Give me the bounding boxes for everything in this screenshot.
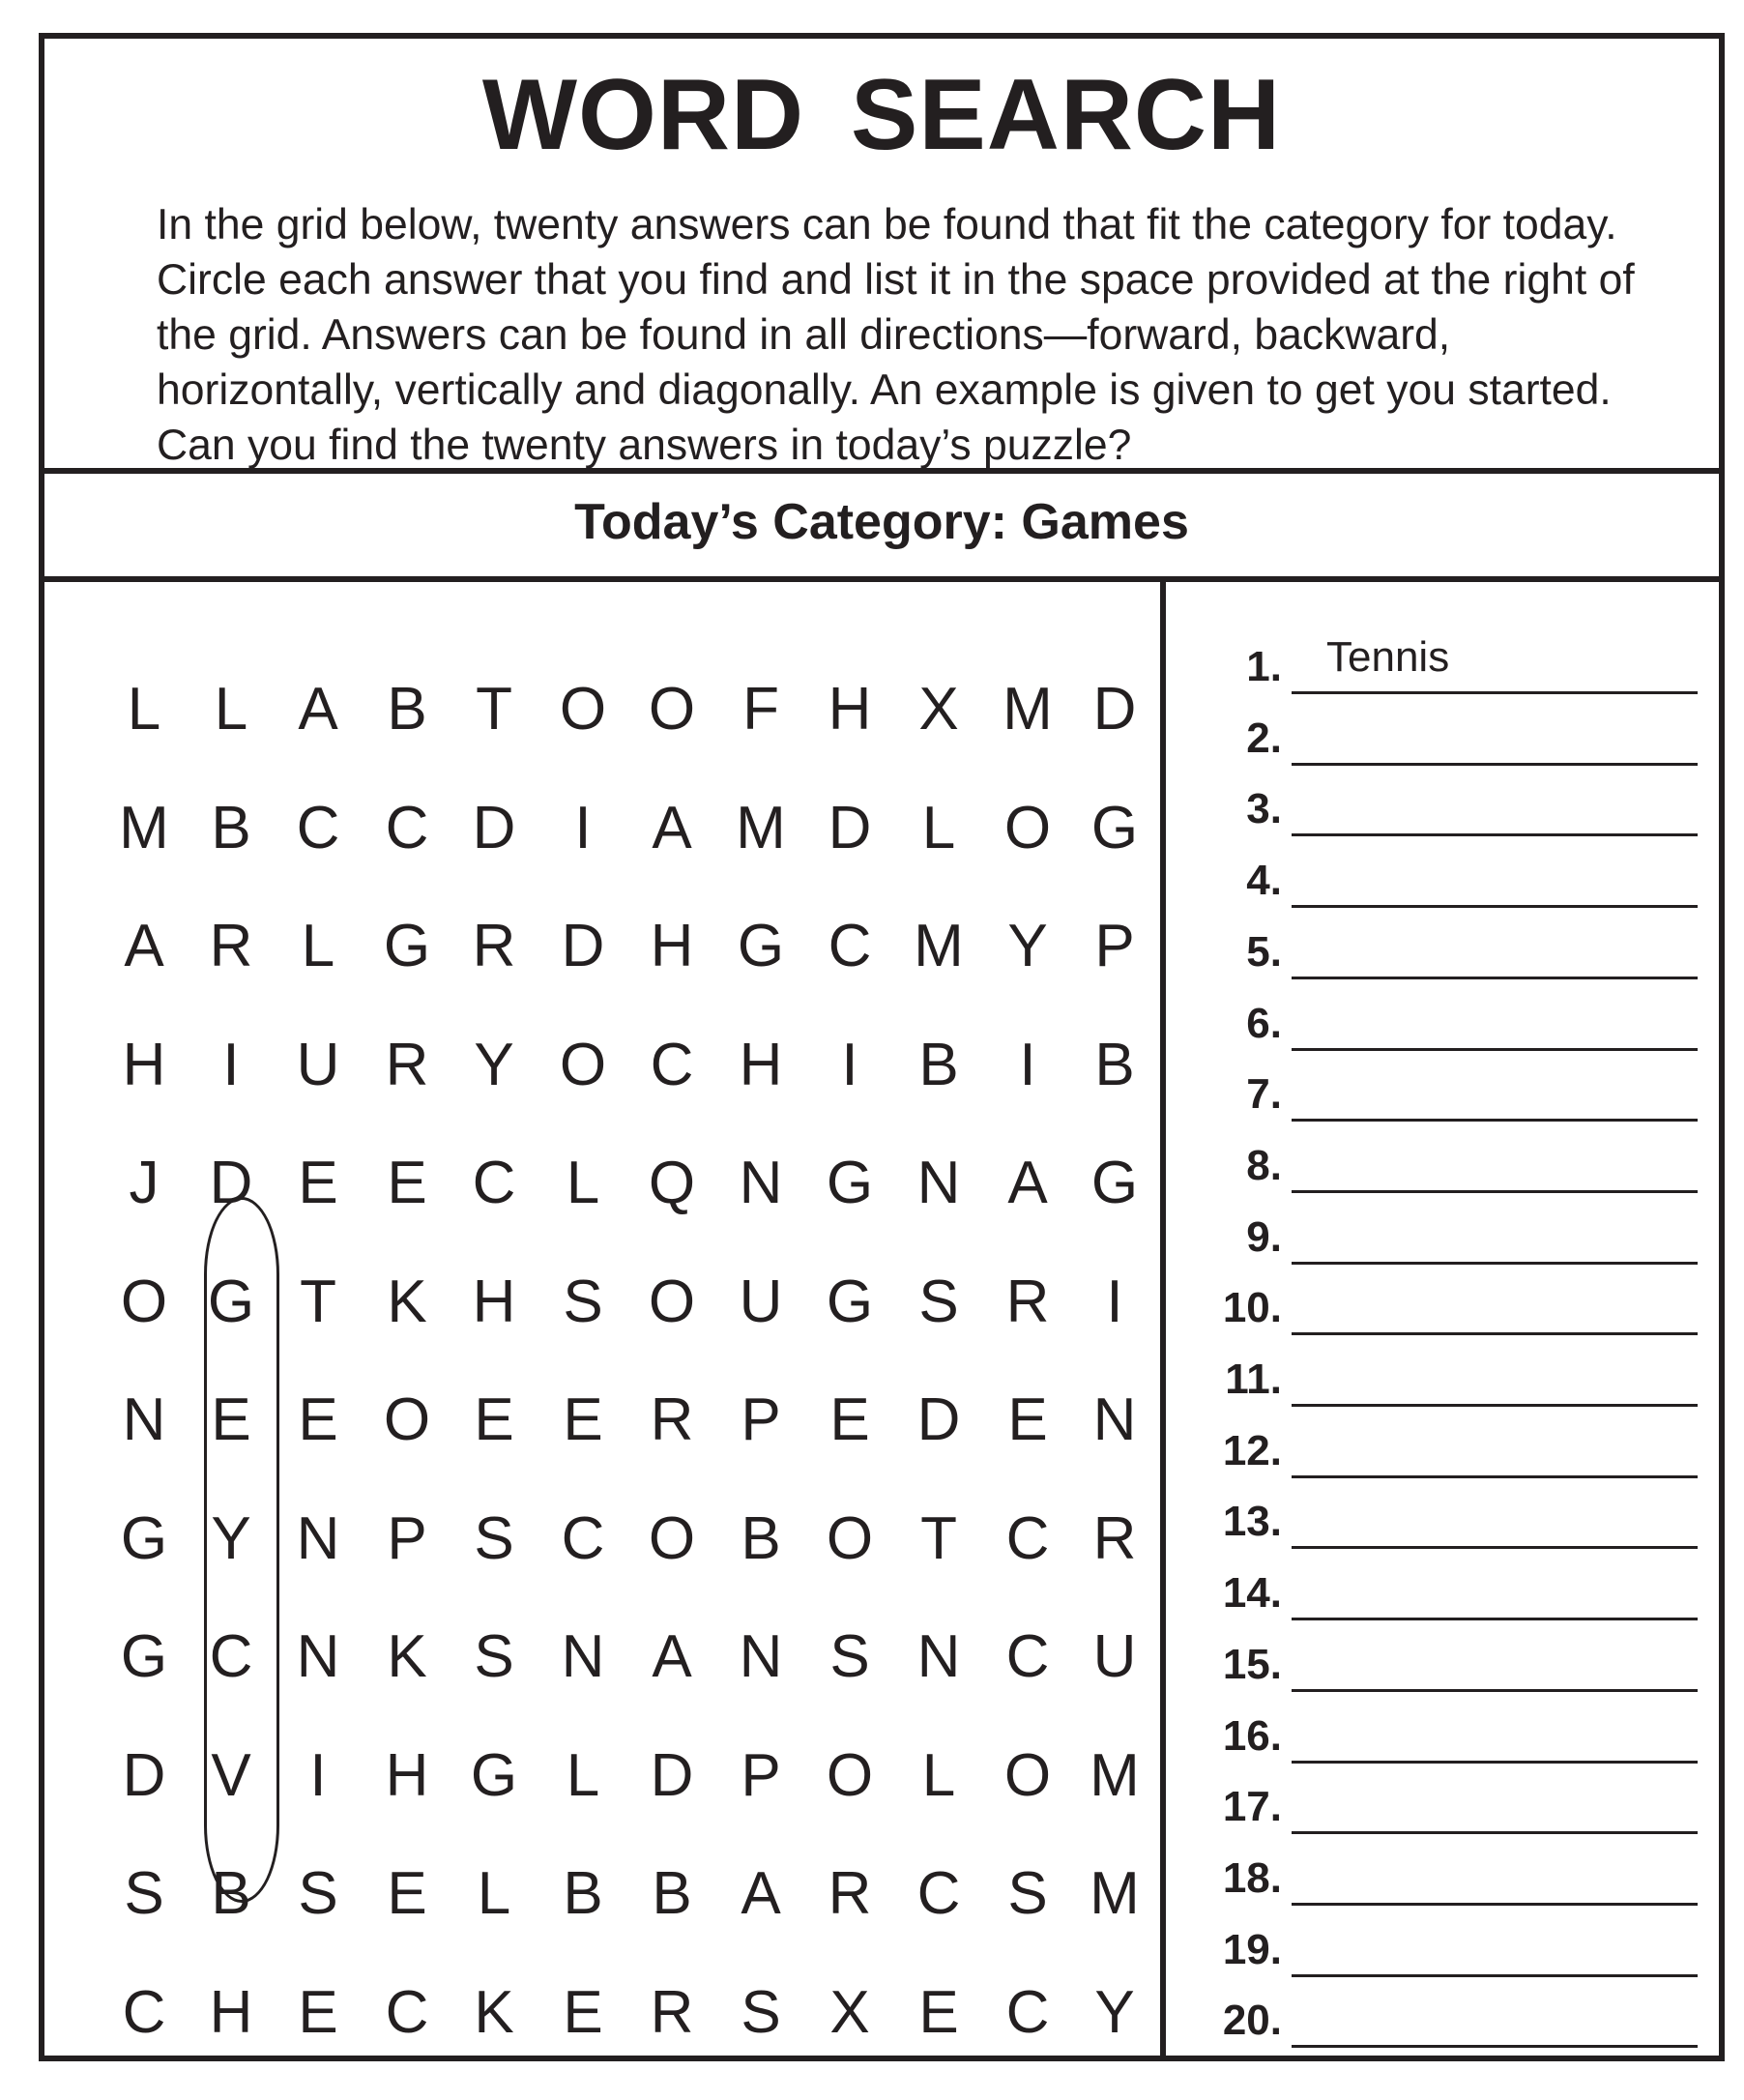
grid-cell[interactable]: Y [1094, 1979, 1135, 2046]
puzzle-header [44, 39, 1719, 474]
grid-cell[interactable]: S [124, 1860, 164, 1927]
answer-field[interactable] [1292, 775, 1698, 836]
answer-number: 8. [1246, 1142, 1282, 1189]
grid-cell[interactable]: S [474, 1505, 514, 1572]
grid-cell[interactable]: I [309, 1742, 327, 1809]
grid-cell[interactable]: S [474, 1623, 514, 1690]
category-label: Today’s Category: Games [44, 468, 1719, 582]
grid-cell[interactable]: L [566, 1150, 600, 1216]
answer-row [1166, 1123, 1719, 1193]
answer-field[interactable] [1292, 705, 1698, 766]
answer-field[interactable] [1292, 1916, 1698, 1977]
grid-cell[interactable]: I [574, 795, 592, 861]
grid-cell[interactable]: M [736, 795, 786, 861]
grid-cell[interactable]: E [298, 1386, 338, 1453]
grid-cell[interactable]: O [559, 676, 607, 743]
answer-row [1166, 625, 1719, 694]
grid-cell[interactable]: E [298, 1979, 338, 2046]
grid-cell[interactable]: G [826, 1150, 874, 1216]
grid-cell[interactable]: B [1094, 1032, 1135, 1098]
grid-cell[interactable]: B [741, 1505, 781, 1572]
grid-cell[interactable]: L [127, 676, 161, 743]
grid-cell[interactable]: E [918, 1979, 959, 2046]
answer-row [1166, 1052, 1719, 1122]
grid-cell[interactable]: M [1090, 1742, 1140, 1809]
answer-number: 10. [1222, 1284, 1282, 1331]
grid-cell[interactable]: E [298, 1150, 338, 1216]
grid-cell[interactable]: R [1092, 1505, 1137, 1572]
answer-number: 6. [1246, 1000, 1282, 1047]
grid-cell[interactable]: N [296, 1505, 340, 1572]
grid-cell[interactable]: E [387, 1150, 427, 1216]
grid-cell[interactable]: O [383, 1386, 431, 1453]
grid-cell[interactable]: C [650, 1032, 694, 1098]
grid-cell[interactable]: S [563, 1269, 603, 1335]
grid-cell[interactable]: D [650, 1742, 694, 1809]
answer-field[interactable] [1292, 1488, 1698, 1549]
answer-row [1166, 910, 1719, 979]
grid-cell[interactable]: T [476, 676, 512, 743]
grid-cell[interactable]: R [650, 1979, 694, 2046]
grid-cell[interactable]: E [1007, 1386, 1048, 1453]
grid-cell[interactable]: N [739, 1623, 783, 1690]
grid-cell[interactable]: R [650, 1386, 694, 1453]
grid-cell[interactable]: R [828, 1860, 872, 1927]
grid-cell[interactable]: B [211, 795, 251, 861]
answer-value: Tennis [1326, 633, 1450, 681]
answer-number: 9. [1246, 1213, 1282, 1261]
puzzle-frame [39, 33, 1725, 2061]
grid-cell[interactable]: C [1005, 1623, 1050, 1690]
grid-cell[interactable]: X [918, 676, 959, 743]
grid-cell[interactable]: C [122, 1979, 166, 2046]
grid-cell[interactable]: D [1092, 676, 1137, 743]
answer-number: 14. [1222, 1569, 1282, 1617]
answer-row [1166, 1479, 1719, 1549]
grid-cell[interactable]: T [300, 1269, 336, 1335]
answer-field[interactable] [1292, 1346, 1698, 1407]
grid-cell[interactable]: O [648, 1269, 696, 1335]
grid-cell[interactable]: H [209, 1979, 253, 2046]
answer-row [1166, 1337, 1719, 1407]
grid-cell[interactable]: A [652, 795, 692, 861]
grid-cell[interactable]: L [566, 1742, 600, 1809]
grid-cell[interactable]: G [1090, 795, 1139, 861]
grid-cell[interactable]: H [650, 913, 694, 979]
grid-cell[interactable]: E [563, 1386, 603, 1453]
grid-cell[interactable]: O [1003, 795, 1052, 861]
answer-number: 11. [1225, 1356, 1282, 1403]
grid-cell[interactable]: D [561, 913, 605, 979]
answer-number: 4. [1246, 857, 1282, 904]
answer-field[interactable] [1292, 1631, 1698, 1692]
grid-cell[interactable]: B [563, 1860, 603, 1927]
instructions-text: In the grid below, twenty answers can be found that fit the category for today. Circle each answer that you find and list it in the space provided at the right of the grid. Answers can be found in all directions—forward, backward, horizontally, vertically and diagonally. An example is given to get you started. Can you find the twenty answers in today’s puzzle? [157, 201, 1635, 469]
grid-cell[interactable]: N [1092, 1386, 1137, 1453]
answer-field[interactable] [1292, 1204, 1698, 1265]
grid-cell[interactable]: G [120, 1505, 168, 1572]
grid-cell[interactable]: K [474, 1979, 514, 2046]
grid-cell[interactable]: U [1092, 1623, 1137, 1690]
grid-cell[interactable]: O [826, 1742, 874, 1809]
grid-cell[interactable]: D [209, 1150, 253, 1216]
grid-cell[interactable]: E [211, 1386, 251, 1453]
answer-row [1166, 1266, 1719, 1335]
answer-row [1166, 1908, 1719, 1977]
grid-cell[interactable]: J [129, 1150, 160, 1216]
grid-cell[interactable]: M [1090, 1860, 1140, 1927]
answer-field[interactable] [1292, 1845, 1698, 1906]
answer-row [1166, 838, 1719, 908]
grid-cell[interactable]: B [211, 1860, 251, 1927]
grid-cell[interactable]: B [918, 1032, 959, 1098]
grid-cell[interactable]: E [563, 1979, 603, 2046]
grid-cell[interactable]: B [387, 676, 427, 743]
grid-cell[interactable]: H [739, 1032, 783, 1098]
grid-cell[interactable]: R [472, 913, 516, 979]
grid-cell[interactable]: H [828, 676, 872, 743]
grid-cell[interactable]: P [741, 1742, 781, 1809]
grid-cell[interactable]: V [211, 1742, 251, 1809]
answer-number: 13. [1222, 1498, 1282, 1545]
answer-row [1166, 1978, 1719, 2048]
grid-cell[interactable]: O [1003, 1742, 1052, 1809]
answer-number: 19. [1222, 1926, 1282, 1973]
grid-cell[interactable]: Q [648, 1150, 696, 1216]
answer-row [1166, 696, 1719, 766]
answer-number: 17. [1222, 1783, 1282, 1830]
grid-cell[interactable]: A [298, 676, 338, 743]
answer-field[interactable] [1292, 1274, 1698, 1335]
grid-cell[interactable]: M [914, 913, 964, 979]
grid-cell[interactable]: D [828, 795, 872, 861]
grid-cell[interactable]: C [561, 1505, 605, 1572]
answer-number: 2. [1246, 715, 1282, 762]
grid-cell[interactable]: Y [1007, 913, 1048, 979]
answer-field[interactable] [1292, 1703, 1698, 1764]
grid-cell[interactable]: A [652, 1623, 692, 1690]
grid-cell[interactable]: G [737, 913, 785, 979]
grid-cell[interactable]: C [385, 795, 429, 861]
grid-cell[interactable]: G [470, 1742, 518, 1809]
answer-number: 7. [1246, 1070, 1282, 1118]
answer-row [1166, 981, 1719, 1051]
grid-cell[interactable]: N [916, 1623, 961, 1690]
example-circle [204, 1197, 279, 1903]
grid-cell[interactable]: R [209, 913, 253, 979]
answer-number: 1. [1246, 643, 1282, 690]
grid-cell[interactable]: F [742, 676, 779, 743]
grid-cell[interactable]: U [296, 1032, 340, 1098]
grid-cell[interactable]: N [739, 1150, 783, 1216]
grid-cell[interactable]: G [120, 1623, 168, 1690]
grid-cell[interactable]: O [826, 1505, 874, 1572]
grid-cell[interactable]: X [829, 1979, 870, 2046]
grid-cell[interactable]: O [120, 1269, 168, 1335]
answer-field[interactable] [1292, 1417, 1698, 1478]
grid-cell[interactable]: C [828, 913, 872, 979]
grid-cell[interactable]: P [387, 1505, 427, 1572]
grid-cell[interactable]: C [1005, 1979, 1050, 2046]
answer-number: 12. [1222, 1427, 1282, 1474]
answer-number: 20. [1222, 1997, 1282, 2044]
answer-field[interactable] [1292, 919, 1698, 979]
grid-cell[interactable]: L [301, 913, 335, 979]
grid-cell[interactable]: G [826, 1269, 874, 1335]
answer-row [1166, 1765, 1719, 1834]
grid-cell[interactable]: I [1019, 1032, 1036, 1098]
grid-cell[interactable]: S [1007, 1860, 1048, 1927]
grid-cell[interactable]: H [385, 1742, 429, 1809]
grid-cell[interactable]: R [1005, 1269, 1050, 1335]
answer-field[interactable] [1292, 633, 1698, 694]
answer-number: 5. [1246, 928, 1282, 976]
grid-cell[interactable]: O [559, 1032, 607, 1098]
grid-cell[interactable]: U [739, 1269, 783, 1335]
answer-number: 3. [1246, 785, 1282, 832]
grid-cell[interactable]: G [207, 1269, 255, 1335]
grid-cell[interactable]: A [741, 1860, 781, 1927]
grid-cell[interactable]: A [1007, 1150, 1048, 1216]
answer-number: 15. [1222, 1641, 1282, 1688]
answer-field[interactable] [1292, 1132, 1698, 1193]
grid-cell[interactable]: Y [474, 1032, 514, 1098]
grid-cell[interactable]: H [472, 1269, 516, 1335]
grid-cell[interactable]: N [916, 1150, 961, 1216]
puzzle-title: WORD SEARCH [481, 59, 1282, 171]
answer-list [1166, 582, 1719, 2061]
answer-row [1166, 1622, 1719, 1692]
answer-row [1166, 1409, 1719, 1478]
grid-cell[interactable]: O [648, 676, 696, 743]
answer-number: 18. [1222, 1854, 1282, 1902]
grid-cell[interactable]: L [921, 1742, 956, 1809]
grid-cell[interactable]: S [741, 1979, 781, 2046]
grid-cell[interactable]: O [648, 1505, 696, 1572]
grid-cell[interactable]: H [122, 1032, 166, 1098]
grid-cell[interactable]: L [921, 795, 956, 861]
grid-cell[interactable]: L [477, 1860, 511, 1927]
grid-cell[interactable]: N [296, 1623, 340, 1690]
grid-cell[interactable]: S [829, 1623, 870, 1690]
grid-cell[interactable]: E [387, 1860, 427, 1927]
grid-cell[interactable]: N [122, 1386, 166, 1453]
grid-cell[interactable]: T [920, 1505, 957, 1572]
grid-cell[interactable]: S [298, 1860, 338, 1927]
grid-cell[interactable]: N [561, 1623, 605, 1690]
grid-cell[interactable]: B [652, 1860, 692, 1927]
answer-row [1166, 1694, 1719, 1764]
answer-field[interactable] [1292, 1560, 1698, 1620]
grid-cell[interactable]: C [916, 1860, 961, 1927]
grid-cell[interactable]: S [918, 1269, 959, 1335]
grid-cell[interactable]: P [1094, 913, 1135, 979]
answer-row [1166, 1551, 1719, 1620]
answer-row [1166, 1195, 1719, 1265]
grid-cell[interactable]: K [387, 1623, 427, 1690]
answer-field[interactable] [1292, 1061, 1698, 1122]
grid-cell[interactable]: M [1003, 676, 1053, 743]
grid-cell[interactable]: D [122, 1742, 166, 1809]
answer-field[interactable] [1292, 1987, 1698, 2048]
grid-cell[interactable]: C [385, 1979, 429, 2046]
answer-field[interactable] [1292, 1773, 1698, 1834]
grid-cell[interactable]: M [119, 795, 169, 861]
grid-cell[interactable]: G [1090, 1150, 1139, 1216]
answer-row [1166, 1836, 1719, 1906]
grid-cell[interactable]: K [387, 1269, 427, 1335]
grid-cell[interactable]: C [296, 795, 340, 861]
answer-row [1166, 767, 1719, 836]
grid-cell[interactable]: E [474, 1386, 514, 1453]
grid-cell[interactable]: C [209, 1623, 253, 1690]
grid-cell[interactable]: R [385, 1032, 429, 1098]
grid-cell[interactable]: C [472, 1150, 516, 1216]
grid-cell[interactable]: D [472, 795, 516, 861]
grid-cell[interactable]: E [829, 1386, 870, 1453]
grid-cell[interactable]: I [1106, 1269, 1123, 1335]
grid-cell[interactable]: L [214, 676, 248, 743]
answer-field[interactable] [1292, 847, 1698, 908]
grid-cell[interactable]: P [741, 1386, 781, 1453]
answer-field[interactable] [1292, 990, 1698, 1051]
grid-cell[interactable]: I [222, 1032, 240, 1098]
grid-cell[interactable]: C [1005, 1505, 1050, 1572]
grid-cell[interactable]: G [383, 913, 431, 979]
grid-cell[interactable]: A [124, 913, 164, 979]
grid-cell[interactable]: Y [211, 1505, 251, 1572]
grid-cell[interactable]: I [841, 1032, 858, 1098]
grid-cell[interactable]: D [916, 1386, 961, 1453]
answer-number: 16. [1222, 1712, 1282, 1760]
